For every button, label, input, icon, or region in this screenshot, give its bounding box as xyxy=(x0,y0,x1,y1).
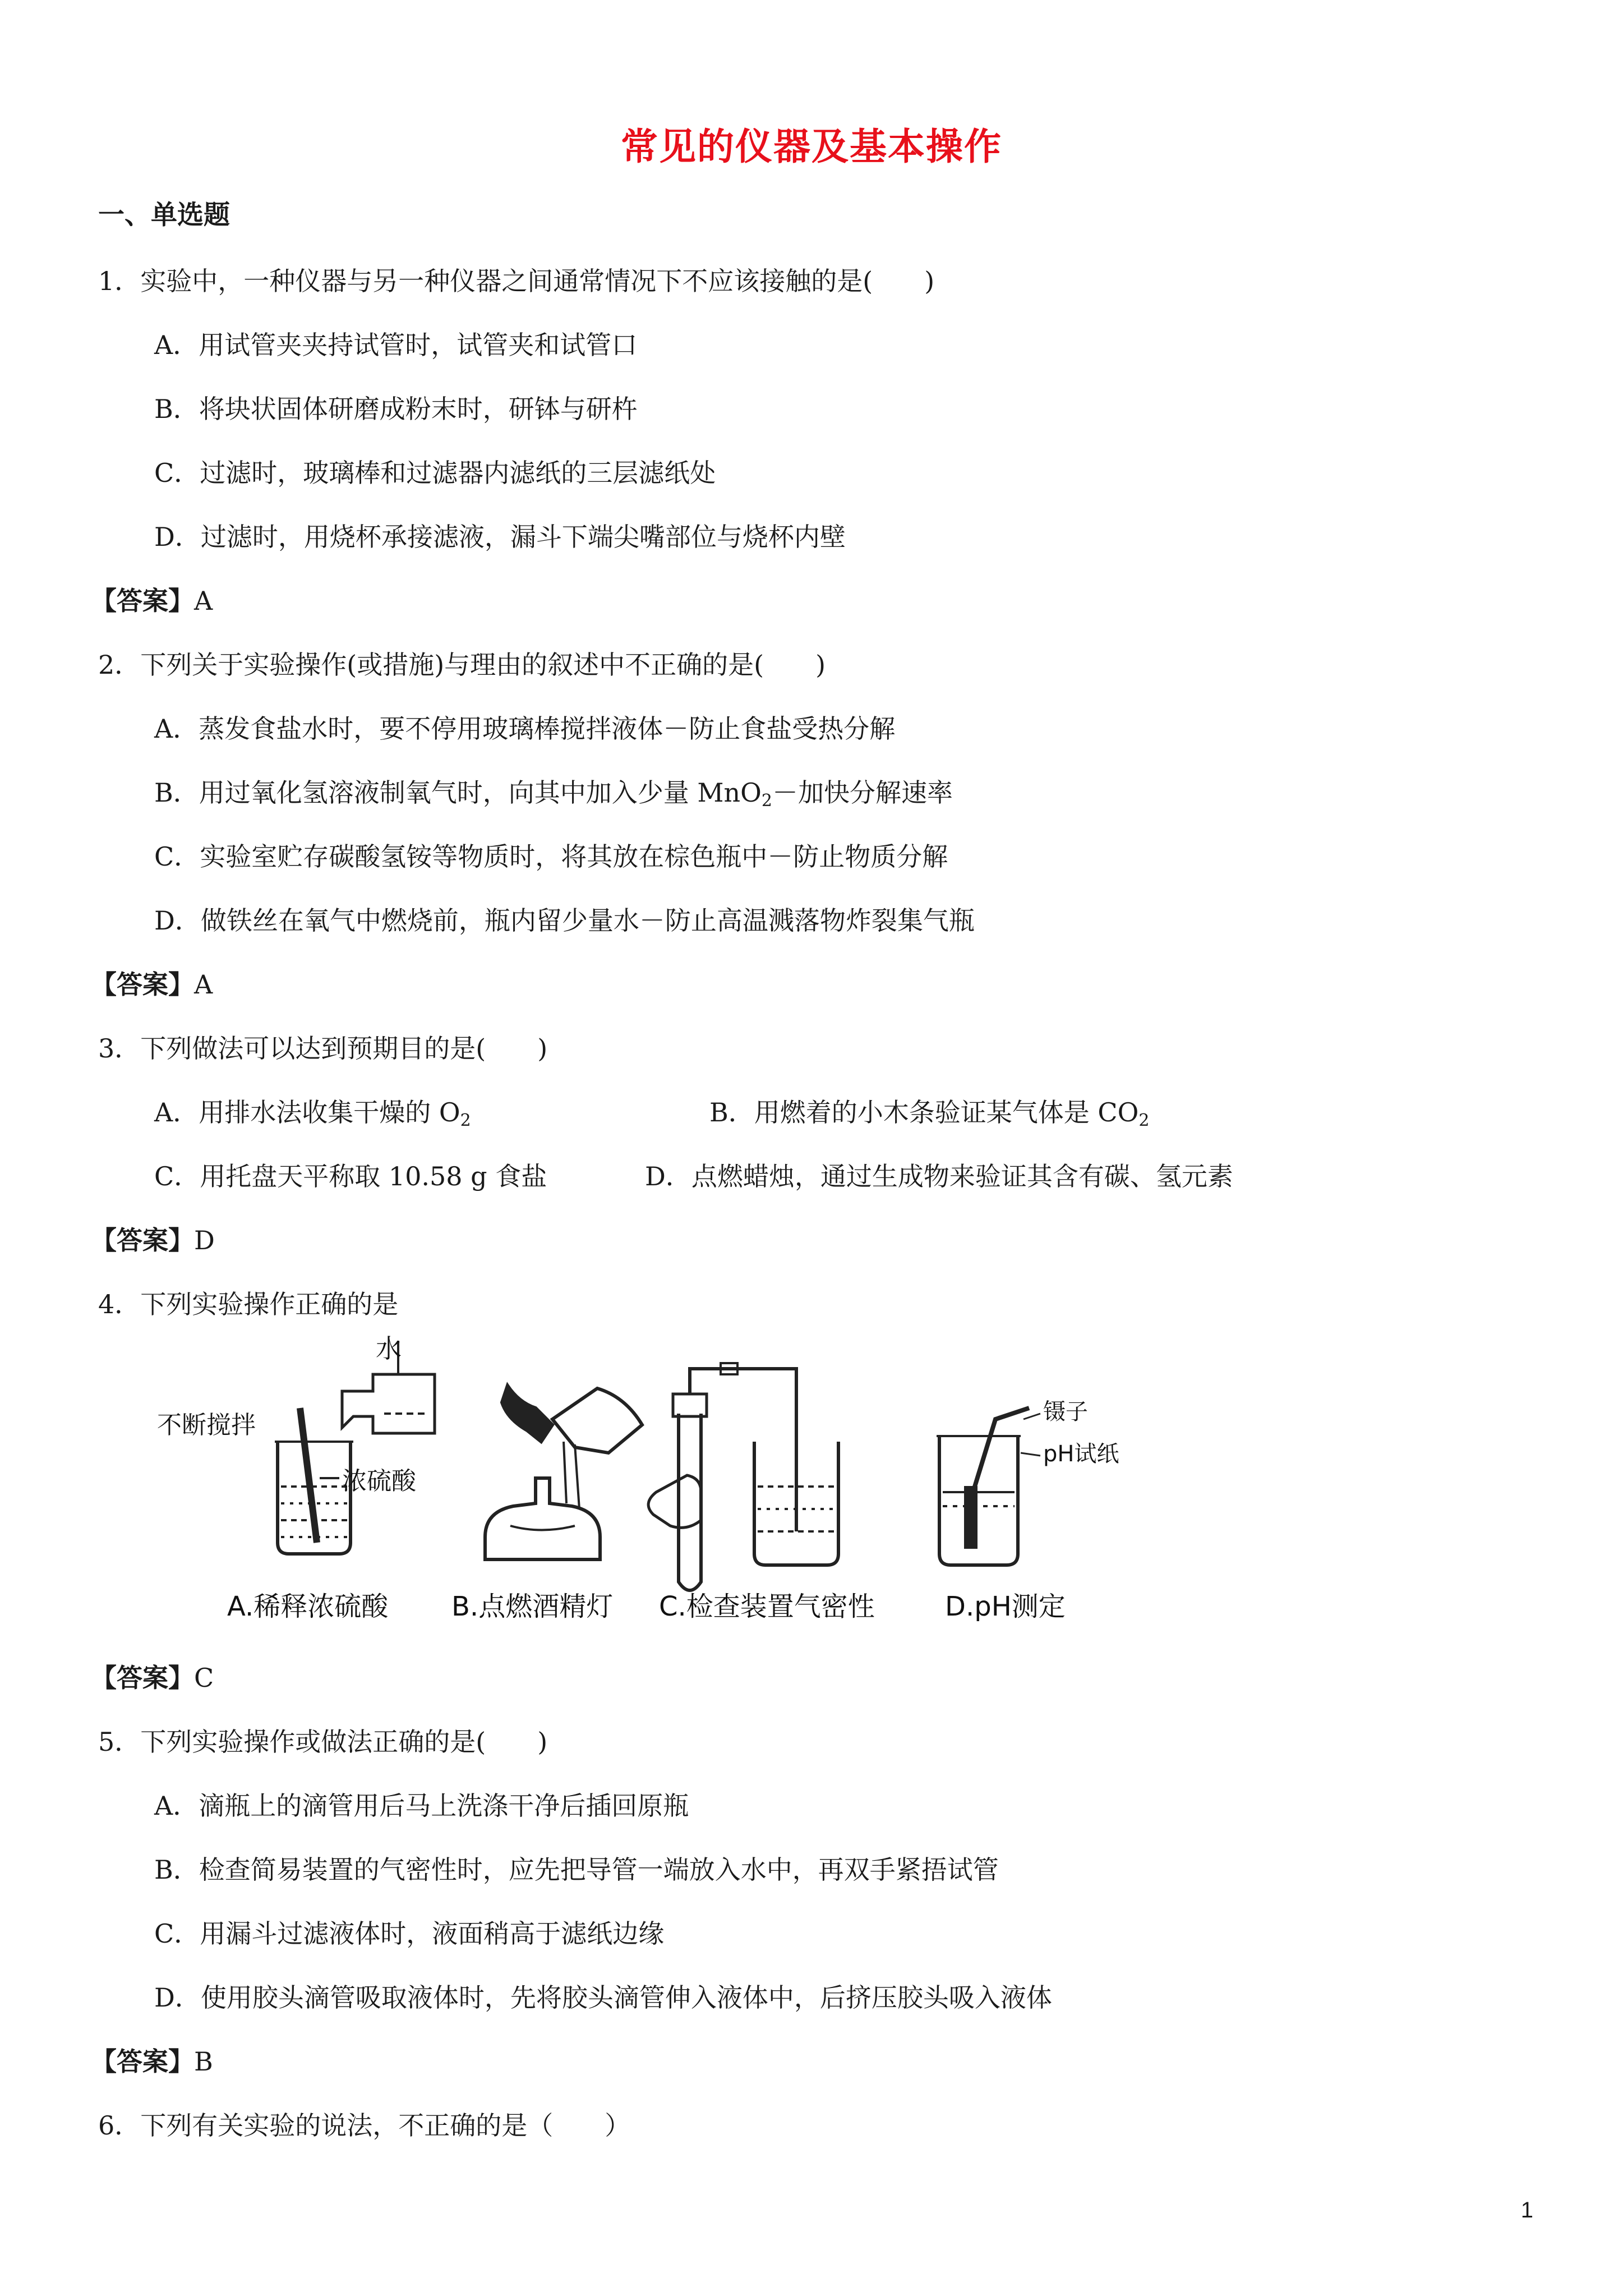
question-5-option-c: C．用漏斗过滤液体时，液面稍高于滤纸边缘 xyxy=(154,1918,665,1949)
question-5-option-a: A．滴瓶上的滴管用后马上洗涤干净后插回原瓶 xyxy=(154,1791,689,1821)
question-2-option-c: C．实验室贮存碳酸氢铵等物质时，将其放在棕色瓶中－防止物质分解 xyxy=(154,841,948,872)
question-5-stem: 5．下列实验操作或做法正确的是( ) xyxy=(98,1727,548,1757)
question-1-option-b: B．将块状固体研磨成粉末时，研钵与研杵 xyxy=(154,394,638,424)
section-heading: 一、单选题 xyxy=(98,200,230,231)
lab-operations-figure xyxy=(149,1335,1124,1627)
question-2-option-d: D．做铁丝在氧气中燃烧前，瓶内留少量水－防止高温溅落物炸裂集气瓶 xyxy=(154,905,975,936)
answer-value: C xyxy=(194,1663,214,1693)
subscript: 2 xyxy=(460,1111,471,1130)
question-2-stem: 2．下列关于实验操作(或措施)与理由的叙述中不正确的是( ) xyxy=(98,650,826,680)
caption-a: A.稀释浓硫酸 xyxy=(227,1591,389,1622)
answer-value: B xyxy=(194,2046,213,2077)
question-2-option-a: A．蒸发食盐水时，要不停用玻璃棒搅拌液体－防止食盐受热分解 xyxy=(154,714,896,744)
figure-c-airtightness xyxy=(648,1363,838,1590)
question-3-option-a xyxy=(154,1097,471,1130)
question-2-option-b xyxy=(154,777,953,811)
subscript: 2 xyxy=(761,791,772,811)
figure-a-beaker xyxy=(275,1341,435,1554)
figure-b-alcohol-lamps xyxy=(485,1386,642,1559)
answer-label: 【答案】 xyxy=(91,969,194,1000)
lab-operations-illustration xyxy=(149,1335,1124,1627)
question-1-option-d: D．过滤时，用烧杯承接滤液，漏斗下端尖嘴部位与烧杯内壁 xyxy=(154,522,846,552)
question-5-option-d: D．使用胶头滴管吸取液体时，先将胶头滴管伸入液体中，后挤压胶头吸入液体 xyxy=(154,1982,1052,2013)
option-text: A．用排水法收集干燥的 O xyxy=(154,1097,460,1128)
question-5-answer xyxy=(91,2046,213,2077)
question-1-answer xyxy=(91,588,213,614)
answer-value: D xyxy=(194,1225,215,1255)
caption-d: D.pH测定 xyxy=(945,1591,1066,1622)
question-3-option-c: C．用托盘天平称取 10.58 g 食盐 xyxy=(154,1161,547,1191)
question-5-option-b: B．检查简易装置的气密性时，应先把导管一端放入水中，再双手紧捂试管 xyxy=(154,1855,999,1885)
page-title: 常见的仪器及基本操作 xyxy=(621,125,1002,168)
page-number: 1 xyxy=(1520,2198,1533,2223)
subscript: 2 xyxy=(1138,1111,1150,1130)
question-1-stem: 1．实验中，一种仪器与另一种仪器之间通常情况下不应该接触的是( ) xyxy=(98,266,935,296)
question-6-stem: 6．下列有关实验的说法，不正确的是（ ） xyxy=(98,2110,631,2141)
answer-label: 【答案】 xyxy=(91,586,194,616)
label-stir: 不断搅拌 xyxy=(157,1411,256,1439)
label-tweezers: 镊子 xyxy=(1043,1399,1088,1425)
caption-b: B.点燃酒精灯 xyxy=(451,1591,614,1622)
question-1-option-a: A．用试管夹夹持试管时，试管夹和试管口 xyxy=(154,330,638,360)
figure-d-ph-test xyxy=(937,1408,1040,1565)
label-ph-paper: pH试纸 xyxy=(1043,1441,1119,1467)
answer-label: 【答案】 xyxy=(91,1663,194,1693)
answer-value: A xyxy=(194,586,213,616)
question-3-answer xyxy=(91,1227,215,1253)
answer-label: 【答案】 xyxy=(91,1225,194,1255)
option-text: B．用燃着的小木条验证某气体是 CO xyxy=(709,1097,1139,1128)
option-text: B．用过氧化氢溶液制氧气时，向其中加入少量 MnO xyxy=(154,777,762,808)
question-2-answer xyxy=(91,969,213,1000)
caption-c: C.检查装置气密性 xyxy=(659,1591,875,1622)
label-acid: 浓硫酸 xyxy=(342,1467,416,1496)
answer-value: A xyxy=(194,969,213,1000)
question-3-stem: 3．下列做法可以达到预期目的是( ) xyxy=(98,1033,548,1064)
option-tail: －加快分解速率 xyxy=(772,777,953,808)
question-3-option-d: D．点燃蜡烛，通过生成物来验证其含有碳、氢元素 xyxy=(645,1161,1233,1191)
question-4-answer xyxy=(91,1665,214,1691)
question-4-stem: 4．下列实验操作正确的是 xyxy=(98,1289,399,1319)
answer-label: 【答案】 xyxy=(91,2046,194,2077)
question-3-option-b xyxy=(709,1097,1150,1130)
question-1-option-c: C．过滤时，玻璃棒和过滤器内滤纸的三层滤纸处 xyxy=(154,458,716,488)
label-water: 水 xyxy=(376,1335,402,1364)
